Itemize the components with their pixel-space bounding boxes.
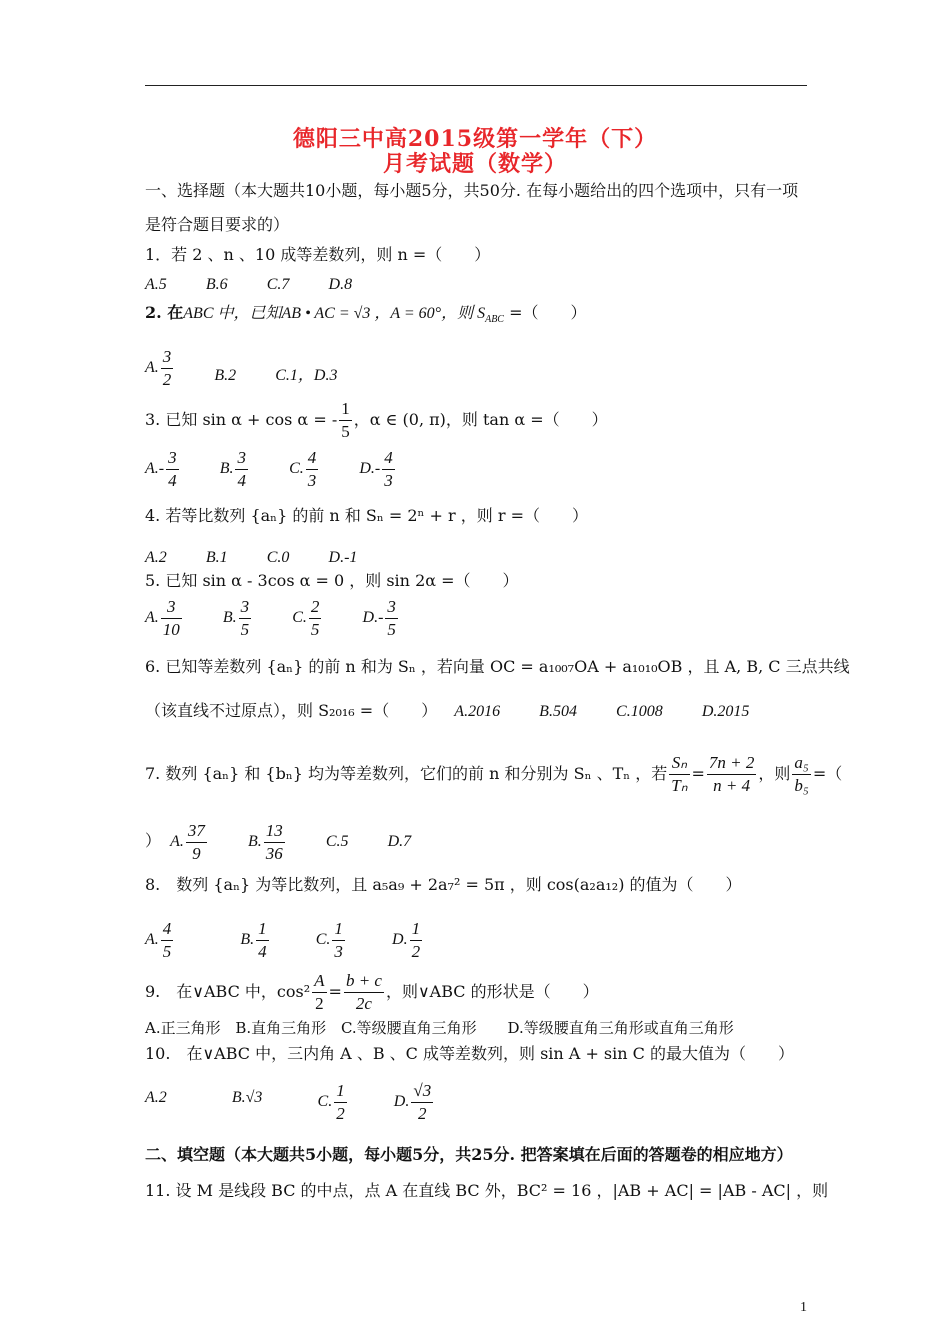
question-7-options: ） A. $\frac{37}{9}$ B. $\frac{13}{36}$ C.5 D.7: [145, 821, 412, 863]
q3-option-a: A.- $\frac{3}{4}$: [145, 448, 177, 490]
q3-option-c: C. $\frac{4}{3}$: [289, 448, 317, 490]
q1-option-c: C.7: [266, 276, 290, 293]
question-6-stem: 6. 已知等差数列 {aₙ} 的前 n 和为 Sₙ ，若向量 OC = a₁₀₀₇OA + a₁₀₁₀OB ，且 A, B, C 三点共线: [145, 657, 850, 676]
q6-option-b: B.504: [539, 703, 577, 720]
q8-option-b: B. $\frac{1}{4}$: [240, 919, 267, 961]
q6-option-a: A.2016: [454, 703, 501, 720]
q4-option-b: B.1: [205, 549, 228, 566]
question-1-stem: 1．若 2 、n 、10 成等差数列，则 n =（ ）: [145, 245, 491, 264]
q8-option-d: D. $\frac{1}{2}$: [392, 919, 421, 961]
page-subtitle: 月考试题（数学）: [382, 151, 567, 177]
question-8-stem: 8. 数列 {aₙ} 为等比数列，且 a₅a₉ + 2a₇² = 5π ，则 cos(a₂a₁₂) 的值为（ ）: [145, 875, 742, 894]
q7-option-d: D.7: [387, 833, 412, 851]
q9-option-b: B.直角三角形: [235, 1019, 327, 1037]
question-2-stem: 2. 在ABC 中，已知AB • AC = √3 ，A = 60°，则 $S_{ABC}$ =（ ）: [145, 303, 587, 326]
q2-option-a: A. $\frac{3}{2}$: [145, 347, 172, 389]
q7-option-a: A. $\frac{37}{9}$: [170, 821, 205, 863]
q5-option-c: C. $\frac{2}{5}$: [292, 597, 320, 639]
q1-option-d: D.8: [328, 276, 353, 293]
question-7-stem: 7. 数列 {aₙ} 和 {bₙ} 均为等差数列，它们的前 n 和分别为 Sₙ 、Tₙ ，若 $\frac{\text{Sₙ}}{\text{Tₙ}}$ = $\frac{7n + 2}{n + 4}$ ，则 $\frac{\text{a₅}}{\text{b₅}}$ =（: [145, 753, 843, 795]
q7-option-c: C.5: [325, 833, 349, 851]
q3-option-b: B. $\frac{3}{4}$: [219, 448, 246, 490]
question-10-options: [145, 1080, 469, 1125]
q10-option-b: B.√3: [231, 1089, 263, 1107]
question-5-options: [145, 596, 434, 641]
q7-option-b: B. $\frac{13}{36}$: [247, 821, 283, 863]
q9-option-c: C.等级腰直角三角形: [340, 1019, 477, 1037]
page-title: 德阳三中高2015级第一学年（下）: [292, 126, 658, 152]
question-3-stem: 3. 已知 sin α + cos α = - $\frac{1}{5}$ ，α ∈ (0, π)，则 tan α =（ ）: [145, 399, 608, 441]
question-9-options: [145, 1017, 734, 1039]
q9-option-d: D.等级腰直角三角形或直角三角形: [507, 1019, 734, 1037]
section2-heading: 二、填空题（本大题共5小题，每小题5分，共25分. 把答案填在后面的答题卷的相应地方）: [145, 1145, 793, 1164]
header-rule: [145, 85, 807, 86]
section1-heading-cont: 是符合题目要求的）: [145, 215, 290, 234]
q6-option-d: D.2015: [701, 703, 750, 720]
q2-option-b: B.2: [214, 367, 237, 385]
question-5-stem: 5. 已知 sin α - 3cos α = 0 ，则 sin 2α =（ ）: [145, 571, 519, 590]
q1-option-b: B.6: [205, 276, 228, 293]
question-11-stem: 11. 设 M 是线段 BC 的中点，点 A 在直线 BC 外，BC² = 16 ，|AB + AC| = |AB - AC| ，则: [145, 1181, 829, 1200]
question-6-stem-cont: （该直线不过原点），则 S₂₀₁₆ =（ ） A.2016 B.504 C.1008 D.2015: [145, 700, 783, 723]
q10-option-d: D. $\frac{√3}{2}$: [393, 1081, 432, 1123]
question-8-options: [145, 918, 458, 963]
q9-option-a: A.正三角形: [145, 1019, 221, 1037]
q4-option-c: C.0: [266, 549, 290, 566]
q6-option-c: C.1008: [616, 703, 663, 720]
question-4-stem: 4. 若等比数列 {aₙ} 的前 n 和 Sₙ = 2ⁿ + r ，则 r =（ ）: [145, 506, 589, 525]
q10-option-c: C. $\frac{1}{2}$: [317, 1081, 345, 1123]
q1-option-a: A.5: [145, 276, 167, 293]
question-2-options: [145, 346, 371, 391]
question-1-options: [145, 273, 386, 296]
q8-option-c: C. $\frac{1}{3}$: [315, 919, 343, 961]
q2-option-cd: C.1，D.3: [275, 367, 338, 385]
q5-option-d: D.- $\frac{3}{5}$: [362, 597, 396, 639]
q5-option-b: B. $\frac{3}{5}$: [222, 597, 250, 639]
question-10-stem: 10. 在∨ABC 中，三内角 A 、B 、C 成等差数列，则 sin A + sin C 的最大值为（ ）: [145, 1044, 794, 1063]
q4-option-d: D.-1: [328, 549, 358, 566]
question-4-options: [145, 546, 391, 569]
q4-option-a: A.2: [145, 549, 167, 566]
q5-option-a: A. $\frac{3}{10}$: [145, 597, 180, 639]
question-9-stem: 9. 在∨ABC 中，cos² $\frac{A}{2}$ = $\frac{b + c}{2c}$ ，则∨ABC 的形状是（ ）: [145, 971, 599, 1013]
q10-option-a: A.2: [145, 1089, 167, 1107]
q3-option-d: D.- $\frac{4}{3}$: [359, 448, 393, 490]
q8-option-a: A. $\frac{4}{5}$: [145, 919, 172, 961]
section1-heading: 一、选择题（本大题共10小题，每小题5分，共50分. 在每小题给出的四个选项中，只有一项: [145, 181, 799, 200]
question-3-options: [145, 447, 431, 492]
page-number: 1: [800, 1300, 807, 1315]
